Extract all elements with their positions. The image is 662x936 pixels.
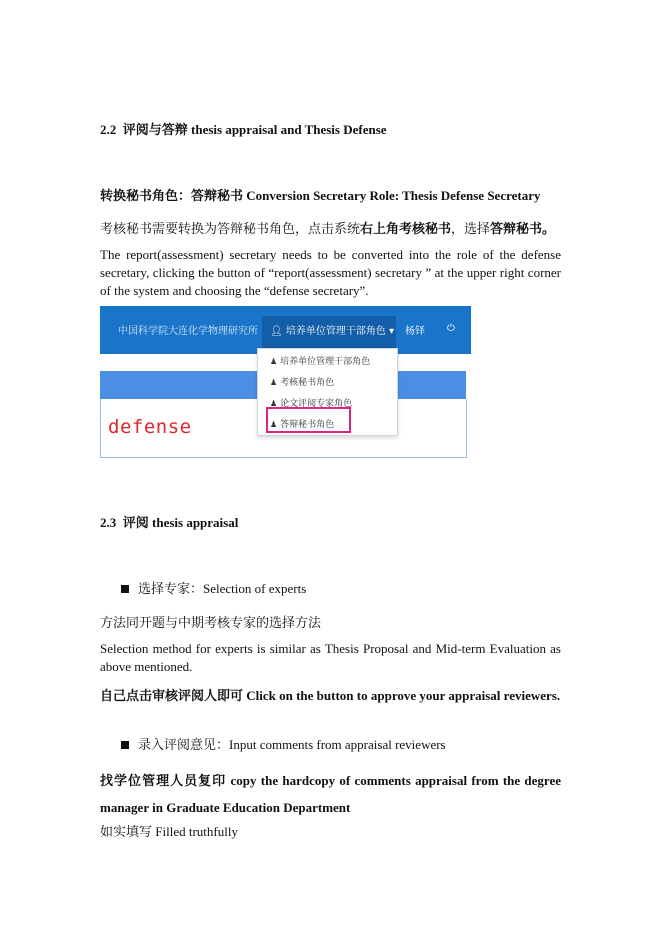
- copy-hardcopy: [100, 768, 561, 821]
- instruction-bold: 答辩秘书。: [490, 222, 556, 237]
- section-title-cn: 评阅: [122, 516, 149, 531]
- section-number: 2.3: [100, 515, 117, 530]
- select-experts-cn: 方法同开题与中期考核专家的选择方法: [100, 616, 322, 631]
- fill-cn: 如实填写: [100, 825, 153, 840]
- section-title-cn: 评阅与答辩: [122, 123, 188, 138]
- section-title-en: thesis appraisal and Thesis Defense: [191, 122, 387, 137]
- conversion-heading: [100, 187, 541, 206]
- bullet-select-experts: [121, 580, 306, 599]
- square-bullet-icon: [121, 741, 129, 749]
- conversion-instruction-en: The report(assessment) secretary needs to be converted into the role of the defense secretary, clicking the button of “report(assessment) secretary ” at the upper right corner of the system and choosing the “defense secretary”.: [100, 247, 561, 298]
- defense-secretary-highlight: [266, 407, 351, 433]
- menu-item-assessment-secretary[interactable]: [270, 375, 334, 388]
- conversion-heading-cn: 转换秘书角色：答辩秘书: [100, 189, 244, 204]
- user-icon: 👤︎: [270, 326, 283, 337]
- section-2-2-heading: [100, 121, 387, 140]
- menu-item-unit-manager[interactable]: [270, 354, 370, 367]
- bullet-label-cn: 录入评阅意见：: [138, 738, 230, 753]
- copy-cn: 找学位管理人员复印: [100, 774, 227, 789]
- username[interactable]: 杨铎: [405, 326, 425, 337]
- caret-down-icon: ▾: [389, 326, 395, 337]
- select-experts-en: Selection method for experts is similar as Thesis Proposal and Mid-term Evaluation as above mentioned.: [100, 641, 561, 674]
- role-switch-screenshot: [100, 306, 472, 458]
- role-dropdown-button[interactable]: [270, 322, 394, 337]
- copy-en: copy the hardcopy of comments appraisal from the degree manager in Graduate Education Department: [100, 773, 561, 815]
- bullet-label-en: Input comments from appraisal reviewers: [229, 737, 446, 752]
- instruction-part: ，选择: [451, 222, 491, 237]
- square-bullet-icon: [121, 585, 129, 593]
- approve-reviewers: [100, 683, 561, 710]
- section-number: 2.2: [100, 122, 117, 137]
- instruction-bold: 右上角考核秘书: [360, 222, 452, 237]
- defense-annotation: defense: [108, 416, 192, 438]
- active-role-label: 培养单位管理干部角色: [285, 326, 386, 337]
- institute-name: 中国科学院大连化学物理研究所: [118, 326, 258, 337]
- power-icon[interactable]: ⏻: [447, 323, 455, 334]
- fill-truthfully: [100, 823, 238, 842]
- section-title-en: thesis appraisal: [152, 515, 239, 530]
- bullet-label-cn: 选择专家：: [138, 582, 204, 597]
- menu-item-label: 答辩秘书角色: [280, 420, 335, 430]
- bullet-input-comments: [121, 736, 446, 755]
- menu-item-label: 考核秘书角色: [280, 378, 335, 388]
- instruction-part: 考核秘书需要转换为答辩秘书角色，点击系统: [100, 222, 361, 237]
- user-icon: ♟: [270, 420, 278, 429]
- conversion-instruction-cn: [100, 221, 555, 239]
- user-icon: ♟: [270, 378, 278, 387]
- bullet-label-en: Selection of experts: [203, 581, 307, 596]
- user-icon: ♟: [270, 399, 278, 408]
- approve-en: Click on the button to approve your appraisal reviewers.: [246, 688, 561, 703]
- fill-en: Filled truthfully: [155, 824, 238, 839]
- section-2-3-heading: [100, 514, 238, 533]
- menu-item-label: 论文评阅专家角色: [280, 399, 353, 409]
- menu-item-label: 培养单位管理干部角色: [280, 357, 371, 367]
- user-icon: ♟: [270, 357, 278, 366]
- system-topbar: [100, 306, 471, 354]
- approve-cn: 自己点击审核评阅人即可: [100, 689, 244, 704]
- conversion-heading-en: Conversion Secretary Role: Thesis Defense Secretary: [246, 188, 541, 203]
